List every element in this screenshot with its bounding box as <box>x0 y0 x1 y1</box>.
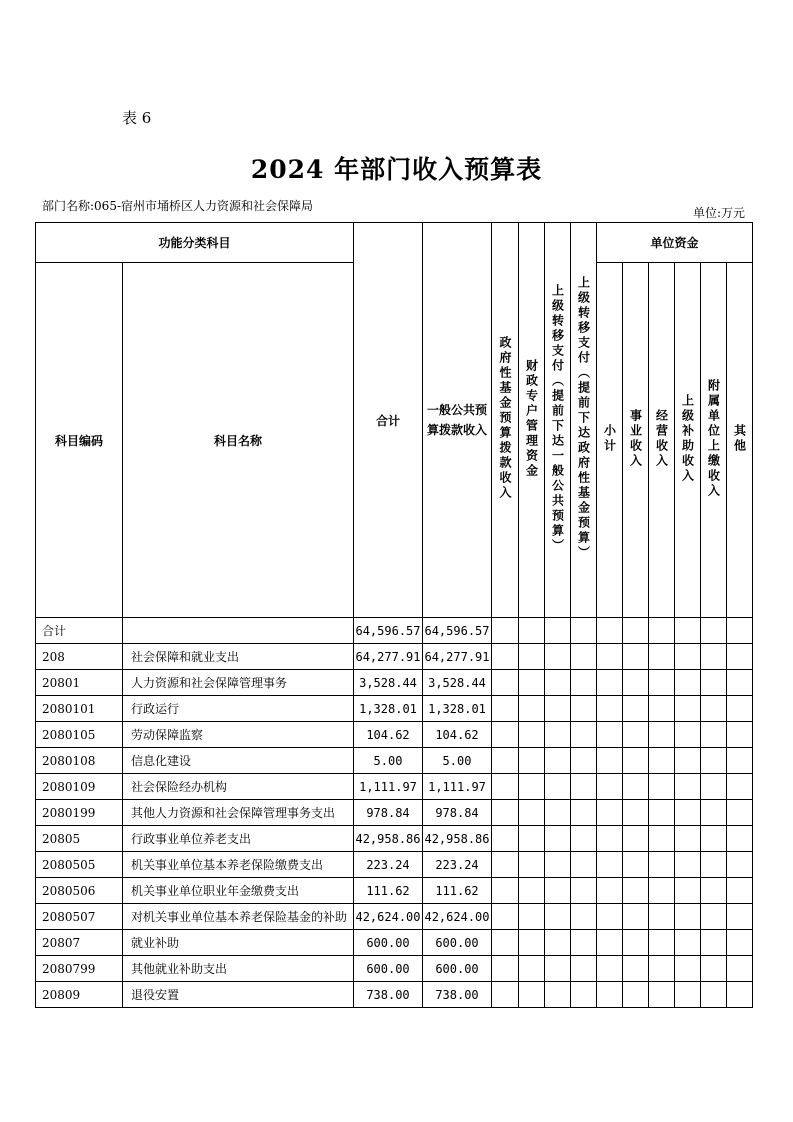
row-general-cell: 223.24 <box>423 852 492 878</box>
budget-table <box>35 222 753 1008</box>
row-code-cell: 2080109 <box>36 774 123 800</box>
row-empty-cell <box>623 956 649 982</box>
row-empty-cell <box>675 670 701 696</box>
row-empty-cell <box>597 618 623 644</box>
row-code-cell: 208 <box>36 644 123 670</box>
unit-label: 单位:万元 <box>693 206 746 220</box>
row-total-cell: 1,111.97 <box>354 774 423 800</box>
row-empty-cell <box>492 852 519 878</box>
row-empty-cell <box>519 722 545 748</box>
row-empty-cell <box>623 748 649 774</box>
row-empty-cell <box>545 982 571 1008</box>
table-row <box>36 956 753 982</box>
row-code-cell: 2080101 <box>36 696 123 722</box>
row-empty-cell <box>597 670 623 696</box>
row-empty-cell <box>545 930 571 956</box>
row-empty-cell <box>675 826 701 852</box>
row-empty-cell <box>545 644 571 670</box>
header-superior-subsidy: 上级补助收入 <box>675 263 701 618</box>
table-row <box>36 982 753 1008</box>
row-empty-cell <box>597 904 623 930</box>
row-empty-cell <box>597 878 623 904</box>
header-other: 其他 <box>727 263 753 618</box>
row-code-cell: 2080799 <box>36 956 123 982</box>
row-empty-cell <box>675 930 701 956</box>
row-empty-cell <box>571 930 597 956</box>
row-name-cell: 行政运行 <box>123 696 354 722</box>
row-code-cell: 20807 <box>36 930 123 956</box>
row-empty-cell <box>649 748 675 774</box>
row-empty-cell <box>492 748 519 774</box>
row-empty-cell <box>597 800 623 826</box>
row-empty-cell <box>519 670 545 696</box>
row-empty-cell <box>545 618 571 644</box>
row-empty-cell <box>597 644 623 670</box>
row-empty-cell <box>675 722 701 748</box>
table-row <box>36 696 753 722</box>
row-empty-cell <box>492 982 519 1008</box>
row-empty-cell <box>727 878 753 904</box>
row-empty-cell <box>597 696 623 722</box>
row-empty-cell <box>727 800 753 826</box>
row-empty-cell <box>519 696 545 722</box>
row-empty-cell <box>727 748 753 774</box>
row-empty-cell <box>727 696 753 722</box>
row-empty-cell <box>623 826 649 852</box>
row-empty-cell <box>675 748 701 774</box>
row-empty-cell <box>545 904 571 930</box>
row-general-cell: 64,277.91 <box>423 644 492 670</box>
row-general-cell: 64,596.57 <box>423 618 492 644</box>
row-code-cell: 20801 <box>36 670 123 696</box>
row-empty-cell <box>519 930 545 956</box>
row-general-cell: 1,328.01 <box>423 696 492 722</box>
row-total-cell: 64,596.57 <box>354 618 423 644</box>
row-empty-cell <box>649 696 675 722</box>
row-empty-cell <box>727 774 753 800</box>
row-empty-cell <box>701 930 727 956</box>
row-empty-cell <box>492 800 519 826</box>
row-empty-cell <box>492 826 519 852</box>
row-total-cell: 64,277.91 <box>354 644 423 670</box>
row-general-cell: 42,958.86 <box>423 826 492 852</box>
row-empty-cell <box>519 800 545 826</box>
row-empty-cell <box>727 852 753 878</box>
row-general-cell: 600.00 <box>423 956 492 982</box>
row-total-cell: 600.00 <box>354 930 423 956</box>
row-empty-cell <box>649 774 675 800</box>
row-empty-cell <box>597 956 623 982</box>
row-empty-cell <box>519 618 545 644</box>
header-code: 科目编码 <box>36 263 123 618</box>
row-empty-cell <box>571 670 597 696</box>
table-row <box>36 800 753 826</box>
row-empty-cell <box>597 774 623 800</box>
row-empty-cell <box>623 618 649 644</box>
row-empty-cell <box>701 982 727 1008</box>
row-total-cell: 3,528.44 <box>354 670 423 696</box>
table-row <box>36 826 753 852</box>
row-name-cell: 机关事业单位职业年金缴费支出 <box>123 878 354 904</box>
row-empty-cell <box>492 956 519 982</box>
row-empty-cell <box>519 852 545 878</box>
row-code-cell: 2080108 <box>36 748 123 774</box>
row-empty-cell <box>675 878 701 904</box>
row-empty-cell <box>571 904 597 930</box>
row-code-cell: 合计 <box>36 618 123 644</box>
row-empty-cell <box>675 956 701 982</box>
row-total-cell: 5.00 <box>354 748 423 774</box>
row-empty-cell <box>623 904 649 930</box>
row-empty-cell <box>571 878 597 904</box>
row-empty-cell <box>545 748 571 774</box>
row-total-cell: 111.62 <box>354 878 423 904</box>
header-transfer-general: 上级转移支付（提前下达一般公共预算） <box>545 223 571 618</box>
department-name: 部门名称:065-宿州市埇桥区人力资源和社会保障局 <box>42 199 314 213</box>
row-code-cell: 2080506 <box>36 878 123 904</box>
row-total-cell: 978.84 <box>354 800 423 826</box>
row-code-cell: 2080505 <box>36 852 123 878</box>
row-code-cell: 2080507 <box>36 904 123 930</box>
row-empty-cell <box>571 774 597 800</box>
row-empty-cell <box>571 826 597 852</box>
row-empty-cell <box>545 774 571 800</box>
table-row <box>36 774 753 800</box>
row-empty-cell <box>649 878 675 904</box>
row-empty-cell <box>545 852 571 878</box>
row-empty-cell <box>519 748 545 774</box>
row-general-cell: 104.62 <box>423 722 492 748</box>
row-empty-cell <box>623 930 649 956</box>
row-empty-cell <box>675 644 701 670</box>
row-general-cell: 42,624.00 <box>423 904 492 930</box>
row-empty-cell <box>649 618 675 644</box>
row-empty-cell <box>649 930 675 956</box>
row-empty-cell <box>675 800 701 826</box>
row-empty-cell <box>623 670 649 696</box>
row-general-cell: 1,111.97 <box>423 774 492 800</box>
row-empty-cell <box>545 722 571 748</box>
table-row <box>36 670 753 696</box>
row-empty-cell <box>623 774 649 800</box>
row-empty-cell <box>545 800 571 826</box>
row-empty-cell <box>571 618 597 644</box>
table-row <box>36 930 753 956</box>
row-empty-cell <box>675 904 701 930</box>
row-empty-cell <box>649 956 675 982</box>
row-name-cell: 人力资源和社会保障管理事务 <box>123 670 354 696</box>
row-empty-cell <box>492 618 519 644</box>
row-empty-cell <box>727 618 753 644</box>
row-empty-cell <box>492 696 519 722</box>
row-empty-cell <box>623 878 649 904</box>
row-empty-cell <box>492 644 519 670</box>
row-total-cell: 104.62 <box>354 722 423 748</box>
table-row <box>36 904 753 930</box>
table-number-label: 表 6 <box>122 109 152 127</box>
row-empty-cell <box>597 852 623 878</box>
row-empty-cell <box>701 826 727 852</box>
row-empty-cell <box>597 722 623 748</box>
row-empty-cell <box>675 618 701 644</box>
row-total-cell: 42,958.86 <box>354 826 423 852</box>
table-row <box>36 618 753 644</box>
row-empty-cell <box>649 826 675 852</box>
table-row <box>36 644 753 670</box>
header-unit-funds: 单位资金 <box>597 223 753 263</box>
row-empty-cell <box>519 904 545 930</box>
row-empty-cell <box>519 956 545 982</box>
row-empty-cell <box>727 904 753 930</box>
header-subtotal: 小计 <box>597 263 623 618</box>
row-empty-cell <box>519 982 545 1008</box>
row-general-cell: 600.00 <box>423 930 492 956</box>
row-empty-cell <box>571 696 597 722</box>
row-empty-cell <box>545 878 571 904</box>
header-total: 合计 <box>354 223 423 618</box>
row-empty-cell <box>701 774 727 800</box>
table-row <box>36 852 753 878</box>
row-empty-cell <box>649 904 675 930</box>
row-empty-cell <box>701 878 727 904</box>
row-name-cell: 信息化建设 <box>123 748 354 774</box>
row-name-cell <box>123 618 354 644</box>
row-empty-cell <box>492 774 519 800</box>
row-empty-cell <box>571 956 597 982</box>
row-empty-cell <box>545 826 571 852</box>
row-general-cell: 738.00 <box>423 982 492 1008</box>
row-empty-cell <box>571 722 597 748</box>
header-operating-income: 经营收入 <box>649 263 675 618</box>
row-empty-cell <box>701 748 727 774</box>
row-name-cell: 社会保障和就业支出 <box>123 644 354 670</box>
row-empty-cell <box>649 670 675 696</box>
row-empty-cell <box>519 826 545 852</box>
row-name-cell: 退役安置 <box>123 982 354 1008</box>
table-row <box>36 878 753 904</box>
row-general-cell: 5.00 <box>423 748 492 774</box>
header-func-class: 功能分类科目 <box>36 223 354 263</box>
row-empty-cell <box>623 982 649 1008</box>
page-title: 2024 年部门收入预算表 <box>250 155 543 184</box>
row-total-cell: 1,328.01 <box>354 696 423 722</box>
row-total-cell: 738.00 <box>354 982 423 1008</box>
row-name-cell: 社会保险经办机构 <box>123 774 354 800</box>
row-empty-cell <box>597 748 623 774</box>
row-total-cell: 42,624.00 <box>354 904 423 930</box>
row-empty-cell <box>492 878 519 904</box>
row-empty-cell <box>649 722 675 748</box>
row-empty-cell <box>675 774 701 800</box>
row-empty-cell <box>623 800 649 826</box>
row-empty-cell <box>545 956 571 982</box>
row-empty-cell <box>623 644 649 670</box>
row-empty-cell <box>727 956 753 982</box>
row-empty-cell <box>597 982 623 1008</box>
row-empty-cell <box>701 618 727 644</box>
table-row <box>36 748 753 774</box>
header-transfer-fund: 上级转移支付（提前下达政府性基金预算） <box>571 223 597 618</box>
header-gov-fund: 政府性基金预算拨款收入 <box>492 223 519 618</box>
row-name-cell: 劳动保障监察 <box>123 722 354 748</box>
row-empty-cell <box>571 644 597 670</box>
row-empty-cell <box>571 852 597 878</box>
row-empty-cell <box>701 696 727 722</box>
row-empty-cell <box>492 722 519 748</box>
row-empty-cell <box>571 748 597 774</box>
row-name-cell: 其他人力资源和社会保障管理事务支出 <box>123 800 354 826</box>
header-name: 科目名称 <box>123 263 354 618</box>
row-empty-cell <box>701 852 727 878</box>
row-empty-cell <box>519 644 545 670</box>
row-empty-cell <box>519 878 545 904</box>
row-name-cell: 机关事业单位基本养老保险缴费支出 <box>123 852 354 878</box>
header-fiscal-special: 财政专户管理资金 <box>519 223 545 618</box>
row-name-cell: 就业补助 <box>123 930 354 956</box>
row-empty-cell <box>649 800 675 826</box>
row-empty-cell <box>675 982 701 1008</box>
header-business-income: 事业收入 <box>623 263 649 618</box>
row-empty-cell <box>727 930 753 956</box>
row-empty-cell <box>649 852 675 878</box>
row-code-cell: 20809 <box>36 982 123 1008</box>
row-name-cell: 行政事业单位养老支出 <box>123 826 354 852</box>
row-empty-cell <box>675 852 701 878</box>
row-general-cell: 111.62 <box>423 878 492 904</box>
row-empty-cell <box>727 722 753 748</box>
row-general-cell: 3,528.44 <box>423 670 492 696</box>
row-empty-cell <box>545 670 571 696</box>
row-empty-cell <box>701 904 727 930</box>
row-empty-cell <box>701 956 727 982</box>
row-empty-cell <box>492 930 519 956</box>
row-empty-cell <box>623 852 649 878</box>
row-empty-cell <box>727 644 753 670</box>
row-empty-cell <box>597 826 623 852</box>
header-affiliated-payment: 附属单位上缴收入 <box>701 263 727 618</box>
row-empty-cell <box>623 696 649 722</box>
row-empty-cell <box>571 800 597 826</box>
row-empty-cell <box>701 670 727 696</box>
row-empty-cell <box>701 722 727 748</box>
row-empty-cell <box>623 722 649 748</box>
row-empty-cell <box>649 982 675 1008</box>
row-name-cell: 对机关事业单位基本养老保险基金的补助 <box>123 904 354 930</box>
row-empty-cell <box>597 930 623 956</box>
row-empty-cell <box>701 644 727 670</box>
header-general-public: 一般公共预算拨款收入 <box>423 223 492 618</box>
row-empty-cell <box>519 774 545 800</box>
table-row <box>36 722 753 748</box>
row-empty-cell <box>492 904 519 930</box>
row-empty-cell <box>545 696 571 722</box>
row-empty-cell <box>727 670 753 696</box>
row-total-cell: 223.24 <box>354 852 423 878</box>
row-name-cell: 其他就业补助支出 <box>123 956 354 982</box>
row-total-cell: 600.00 <box>354 956 423 982</box>
row-empty-cell <box>727 826 753 852</box>
row-empty-cell <box>675 696 701 722</box>
row-empty-cell <box>649 644 675 670</box>
row-code-cell: 2080105 <box>36 722 123 748</box>
row-empty-cell <box>571 982 597 1008</box>
row-empty-cell <box>701 800 727 826</box>
row-code-cell: 2080199 <box>36 800 123 826</box>
row-empty-cell <box>727 982 753 1008</box>
row-general-cell: 978.84 <box>423 800 492 826</box>
row-code-cell: 20805 <box>36 826 123 852</box>
row-empty-cell <box>492 670 519 696</box>
